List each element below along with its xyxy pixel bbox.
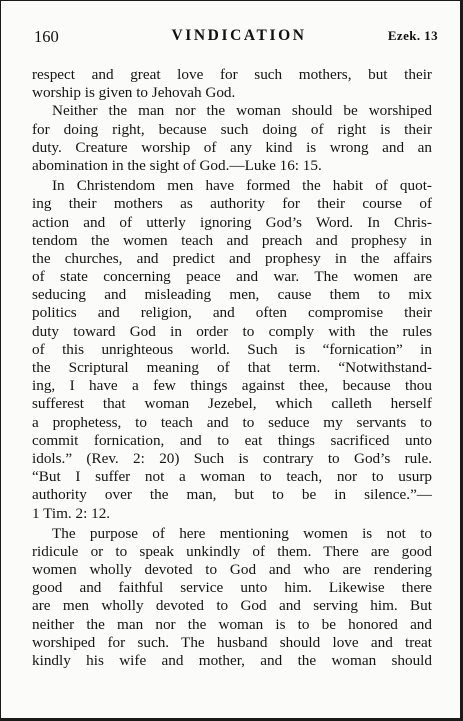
page-body [32, 66, 432, 670]
text-line: of this unrighteous world. Such is “fornication” in [32, 340, 432, 358]
page-header [34, 27, 438, 47]
text-line: ridicule or to speak unkindly of them. There are good [32, 542, 432, 560]
text-line: the Scriptural meaning of that term. “Notwithstand- [32, 359, 432, 376]
text-line: good and faithful service unto him. Likewise there [32, 579, 432, 597]
text-line: “But I suffer not a woman to teach, nor to usurp [32, 468, 432, 486]
running-title: VINDICATION [171, 27, 307, 44]
text-line: women wholly devoted to God and who are rendering [32, 561, 432, 579]
text-line: for doing right, because such doing of right is their [32, 120, 432, 138]
scripture-reference: Ezek. 13 [387, 28, 438, 43]
text-line: ing their mothers as authority for their course of [32, 195, 432, 213]
text-line: tendom the women teach and preach and prophesy in [32, 231, 432, 249]
text-line: The purpose of here mentioning women is not to [52, 524, 432, 542]
text-line: authority over the man, but to be in silence.”— [32, 486, 432, 504]
text-line: action and of utterly ignoring God’s Word. In Chris- [32, 213, 432, 231]
text-line: sufferest that woman Jezebel, which calleth herself [32, 395, 432, 413]
text-line: commit fornication, and to eat things sacrificed unto [32, 431, 432, 449]
text-line: a prophetess, to teach and to seduce my servants to [32, 413, 432, 431]
text-line: idols.” (Rev. 2: 20) Such is contrary to God’s rule. [32, 449, 432, 467]
text-line: worshiped for such. The husband should love and treat [32, 633, 432, 651]
text-line: duty. Creature worship of any kind is wrong and an [32, 138, 432, 156]
paragraph [32, 66, 432, 102]
text-line: kindly his wife and mother, and the woman should [32, 652, 432, 669]
text-line: of state concerning peace and war. The women are [32, 268, 432, 286]
paragraph [32, 177, 432, 523]
text-line: ing, I have a few things against thee, because thou [32, 377, 432, 395]
paragraph [32, 102, 432, 175]
text-line: duty toward God in order to comply with the rules [32, 322, 432, 340]
text-line: Neither the man nor the woman should be worshiped [52, 102, 432, 120]
text-line: abomination in the sight of God.—Luke 16: 15. [32, 156, 322, 174]
paragraph [32, 525, 432, 671]
text-line: seducing and misleading men, cause them to mix [32, 286, 432, 304]
text-line: the churches, and predict and prophesy in the affairs [32, 249, 432, 267]
text-line: are men wholly devoted to God and serving him. But [32, 597, 432, 615]
page-number: 160 [34, 27, 59, 46]
text-line: neither the man nor the woman is to be honored and [32, 615, 432, 633]
text-line: worship is given to Jehovah God. [32, 84, 236, 102]
text-line: In Christendom men have formed the habit of quot- [52, 177, 432, 195]
text-line: politics and religion, and often compromise their [32, 304, 432, 322]
text-line: 1 Tim. 2: 12. [32, 504, 111, 522]
text-line: respect and great love for such mothers, but their [32, 66, 432, 83]
